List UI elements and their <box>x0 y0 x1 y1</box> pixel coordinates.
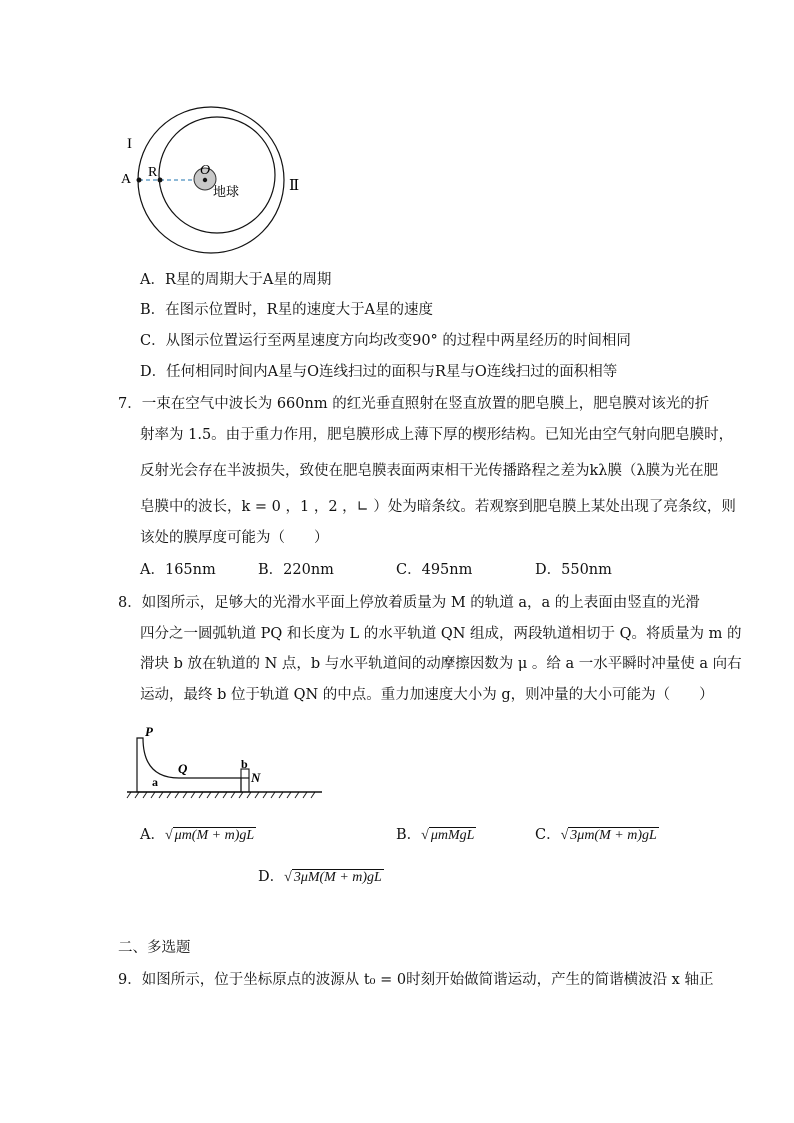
ground-hatching <box>127 792 315 798</box>
label-R: R <box>148 165 158 180</box>
section-heading-multiple-choice: 二、多选题 <box>118 940 191 956</box>
label-P: P <box>145 724 153 739</box>
q8-stem-line-1: 8．如图所示，足够大的光滑水平面上停放着质量为 M 的轨道 a，a 的上表面由竖直的光滑 <box>118 595 700 611</box>
orbit-II <box>159 117 275 233</box>
q7-option-c: C．495nm <box>396 562 473 578</box>
q8-option-d: D．√ 3μM(M + m)gL <box>258 869 382 885</box>
label-N: N <box>251 770 261 785</box>
orbit-figure <box>115 100 315 260</box>
q8-option-b: B．√ μmMgL <box>396 827 475 843</box>
q8-stem-line-4: 运动，最终 b 位于轨道 QN 的中点。重力加速度大小为 g，则冲量的大小可能为（ ） <box>140 687 714 703</box>
q8-option-c: C．√ 3μm(M + m)gL <box>535 827 657 843</box>
track-figure <box>125 722 325 802</box>
label-Q: Q <box>178 761 188 776</box>
q9-stem-line-1: 9．如图所示，位于坐标原点的波源从 t₀ = 0时刻开始做简谐运动，产生的简谐横波沿 x 轴正 <box>118 972 714 988</box>
q8-option-b-label: B． <box>396 827 422 843</box>
q8-option-a: A．√ μm(M + m)gL <box>140 827 255 843</box>
star-R-dot <box>158 178 163 183</box>
q8-option-c-label: C． <box>535 827 561 843</box>
q8-stem-line-2: 四分之一圆弧轨道 PQ 和长度为 L 的水平轨道 QN 组成，两段轨道相切于 Q。将质量为 m 的 <box>140 626 742 642</box>
q8-stem-line-3: 滑块 b 放在轨道的 N 点，b 与水平轨道间的动摩擦因数为 μ 。给 a 一水平瞬时冲量使 a 向右 <box>140 656 742 672</box>
q8-option-b-expr: μmMgL <box>430 828 475 843</box>
label-O: O <box>200 163 211 178</box>
label-II: Ⅱ <box>289 178 300 194</box>
label-A: A <box>121 172 132 187</box>
q6-option-a: A．R星的周期大于A星的周期 <box>140 272 332 288</box>
q6-option-d: D．任何相同时间内A星与O连线扫过的面积与R星与O连线扫过的面积相等 <box>140 364 618 380</box>
q6-option-c: C．从图示位置运行至两星速度方向均改变90° 的过程中两星经历的时间相同 <box>140 333 631 349</box>
label-a: a <box>152 775 158 789</box>
q8-option-a-expr: μm(M + m)gL <box>174 828 255 843</box>
q7-stem-line-5: 该处的膜厚度可能为（ ） <box>140 530 329 546</box>
label-I: I <box>127 136 132 152</box>
star-A-dot <box>137 178 142 183</box>
q8-option-d-label: D． <box>258 869 285 885</box>
center-dot <box>203 178 207 182</box>
q7-stem-line-1: 7．一束在空气中波长为 660nm 的红光垂直照射在竖直放置的肥皂膜上，肥皂膜对该光的折 <box>118 396 710 412</box>
q7-option-a: A．165nm <box>140 562 216 578</box>
q8-option-d-expr: 3μM(M + m)gL <box>293 870 382 885</box>
q6-option-b: B．在图示位置时，R星的速度大于A星的速度 <box>140 302 434 318</box>
label-earth: 地球 <box>213 185 240 200</box>
q7-option-d: D．550nm <box>535 562 612 578</box>
track-end-step <box>241 778 249 792</box>
q7-stem-line-4: 皂膜中的波长，k = 0 ，1 ，2 ，∟ ）处为暗条纹。若观察到肥皂膜上某处出现了亮条纹，则 <box>140 499 736 515</box>
q7-stem-line-3: 反射光会存在半波损失，致使在肥皂膜表面两束相干光传播路程之差为kλ膜（λ膜为光在肥 <box>140 463 719 479</box>
label-b: b <box>241 757 248 771</box>
q8-option-c-expr: 3μm(M + m)gL <box>570 828 657 843</box>
q7-option-b: B．220nm <box>258 562 334 578</box>
q8-option-a-label: A． <box>140 827 165 843</box>
q7-stem-line-2: 射率为 1.5。由于重力作用，肥皂膜形成上薄下厚的楔形结构。已知光由空气射向肥皂膜时， <box>140 427 734 443</box>
